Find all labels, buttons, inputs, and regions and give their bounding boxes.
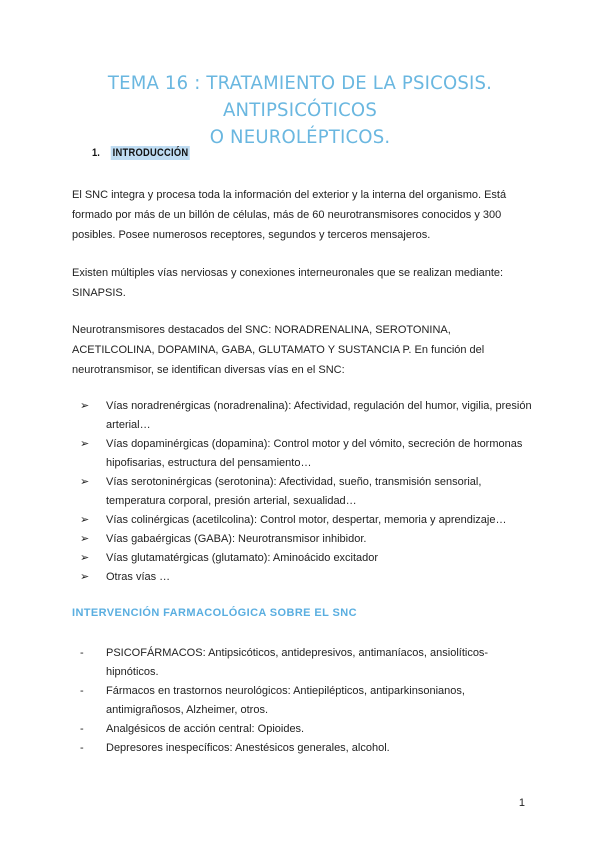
list-item: ➢ Otras vías … xyxy=(72,568,532,587)
dash-bullet-icon: - xyxy=(80,742,84,754)
arrow-bullet-icon: ➢ xyxy=(80,552,90,564)
title-line-2: O NEUROLÉPTICOS. xyxy=(209,126,391,148)
list-item: - Fármacos en trastornos neurológicos: Antiepilépticos, antiparkinsonianos, antimigrañosos, Alzheimer, otros. xyxy=(72,682,532,720)
dash-bullet-icon: - xyxy=(80,685,84,697)
drug-groups-list xyxy=(72,644,532,758)
arrow-bullet-icon: ➢ xyxy=(80,571,90,583)
list-item: ➢ Vías gabaérgicas (GABA): Neurotransmisor inhibidor. xyxy=(72,530,532,549)
arrow-bullet-icon: ➢ xyxy=(80,400,90,412)
arrow-bullet-icon: ➢ xyxy=(80,476,90,488)
arrow-bullet-icon: ➢ xyxy=(80,514,90,526)
arrow-bullet-icon: ➢ xyxy=(80,438,90,450)
section-heading-intervencion: INTERVENCIÓN FARMACOLÓGICA SOBRE EL SNC xyxy=(72,607,357,619)
section-heading-introduccion xyxy=(92,147,190,159)
paragraph-snc-intro: El SNC integra y procesa toda la información del exterior y la interna del organismo. Está formado por más de un billón de células, más de 60 neurotransmisores conocidos y 300 posibles. Posee numerosos receptores, segundos y terceros mensajeros. xyxy=(72,189,507,241)
page-number: 1 xyxy=(518,797,525,809)
list-item: - Analgésicos de acción central: Opioides. xyxy=(72,720,532,739)
list-item: ➢ Vías colinérgicas (acetilcolina): Control motor, despertar, memoria y aprendizaje… xyxy=(72,511,532,530)
document-title xyxy=(53,70,547,151)
list-item: ➢ Vías noradrenérgicas (noradrenalina): Afectividad, regulación del humor, vigilia, presión arterial… xyxy=(72,397,532,435)
list-item: ➢ Vías serotoninérgicas (serotonina): Afectividad, sueño, transmisión sensorial, temperatura corporal, presión arterial, sexualidad… xyxy=(72,473,532,511)
title-line-1: TEMA 16 : TRATAMIENTO DE LA PSICOSIS. ANTIPSICÓTICOS xyxy=(107,72,493,121)
list-item: - PSICOFÁRMACOS: Antipsicóticos, antidepresivos, antimaníacos, ansiolíticos-hipnóticos. xyxy=(72,644,532,682)
arrow-bullet-icon: ➢ xyxy=(80,533,90,545)
section-number: 1. xyxy=(92,147,100,159)
list-item: ➢ Vías dopaminérgicas (dopamina): Control motor y del vómito, secreción de hormonas hipofisarias, estructura del pensamiento… xyxy=(72,435,532,473)
list-item: ➢ Vías glutamatérgicas (glutamato): Aminoácido excitador xyxy=(72,549,532,568)
paragraph-neurotransmisores: Neurotransmisores destacados del SNC: NORADRENALINA, SEROTONINA, ACETILCOLINA, DOPAMINA, GABA, GLUTAMATO Y SUSTANCIA P. En función del neurotransmisor, se identifican diversas vías en el SNC: xyxy=(72,324,485,376)
list-item: - Depresores inespecíficos: Anestésicos generales, alcohol. xyxy=(72,739,532,758)
dash-bullet-icon: - xyxy=(80,647,84,659)
paragraph-sinapsis: Existen múltiples vías nerviosas y conexiones interneuronales que se realizan mediante: SINAPSIS. xyxy=(72,267,504,299)
pathways-list xyxy=(72,397,532,587)
dash-bullet-icon: - xyxy=(80,723,84,735)
section-label: INTRODUCCIÓN xyxy=(112,147,189,159)
